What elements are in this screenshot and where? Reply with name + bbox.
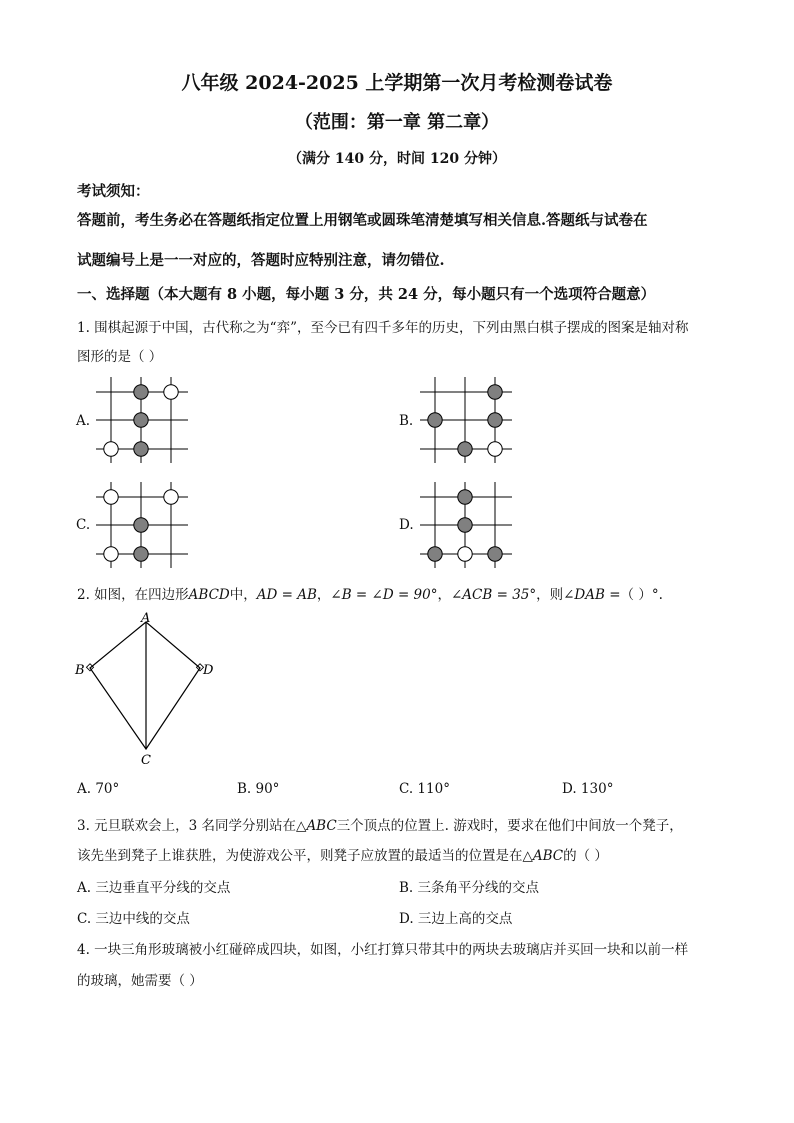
q2-option-b[interactable]: B. 90° — [237, 781, 280, 797]
q2-sep-1: ， — [316, 587, 331, 603]
q2-condition-3: ∠ACB = 35° — [450, 587, 537, 603]
q3-option-d[interactable]: D. 三边上高的交点 — [399, 911, 513, 927]
notice-line-1: 答题前，考生务必在答题纸指定位置上用钢笔或圆珠笔清楚填写相关信息.答题纸与试卷在 — [77, 212, 648, 229]
q2-option-a[interactable]: A. 70° — [77, 781, 120, 797]
q4-text-line-2: 的玻璃，她需要（ ） — [77, 973, 203, 989]
q2-target: ∠DAB = — [563, 587, 621, 603]
black-stone — [458, 490, 472, 504]
score-time: （满分 140 分，时间 120 分钟） — [288, 151, 506, 167]
q3-option-c[interactable]: C. 三边中线的交点 — [77, 911, 190, 927]
white-stone — [104, 547, 118, 561]
notice-line-2: 试题编号上是一一对应的，答题时应特别注意，请勿错位. — [77, 252, 445, 269]
q2-option-c[interactable]: C. 110° — [399, 781, 450, 797]
black-stone — [134, 547, 148, 561]
q1-option-d-label[interactable]: D. — [399, 517, 414, 533]
black-stone — [488, 413, 502, 427]
q3-line1-a: 3. 元旦联欢会上，3 名同学分别站在△ — [77, 818, 307, 834]
black-stone — [428, 547, 442, 561]
q2-kite-figure — [70, 610, 230, 770]
q1-option-a-label[interactable]: A. — [76, 413, 91, 429]
black-stone — [134, 385, 148, 399]
black-stone — [458, 442, 472, 456]
go-board-option-b — [420, 377, 512, 463]
black-stone — [488, 385, 502, 399]
q2-option-d[interactable]: D. 130° — [562, 781, 614, 797]
vertex-label-d: D — [203, 663, 214, 678]
q2-condition-2: ∠B = ∠D = 90° — [330, 587, 438, 603]
kite-outline — [90, 622, 200, 749]
white-stone — [104, 490, 118, 504]
q3-line1-b: ABC — [306, 818, 337, 834]
q3-option-b[interactable]: B. 三条角平分线的交点 — [399, 880, 540, 896]
q4-text-line-1: 4. 一块三角形玻璃被小红碰碎成四块，如图，小红打算只带其中的两块去玻璃店并买回一块和以前一样 — [77, 942, 689, 958]
white-stone — [458, 547, 472, 561]
q3-line1-c: 三个顶点的位置上. 游戏时，要求在他们中间放一个凳子， — [336, 818, 683, 834]
q3-option-a[interactable]: A. 三边垂直平分线的交点 — [77, 880, 231, 896]
white-stone — [164, 490, 178, 504]
notice-heading: 考试须知： — [77, 183, 150, 200]
black-stone — [134, 413, 148, 427]
go-board-option-c — [96, 482, 188, 568]
q2-sep-3: ，则 — [536, 587, 564, 603]
white-stone — [164, 385, 178, 399]
q3-text-line-2 — [77, 844, 608, 864]
q2-condition-1: AD = AB — [256, 587, 317, 603]
go-board-option-a — [96, 377, 188, 463]
black-stone — [428, 413, 442, 427]
black-stone — [134, 518, 148, 532]
white-stone — [488, 442, 502, 456]
q2-mid: 中， — [229, 587, 257, 603]
q2-prefix: 2. 如图，在四边形 — [77, 587, 189, 603]
q2-text — [77, 583, 663, 603]
q1-text-line-2: 图形的是（ ） — [77, 349, 163, 365]
vertex-label-c: C — [141, 753, 151, 768]
q2-sep-2: ， — [437, 587, 451, 603]
black-stone — [134, 442, 148, 456]
page-title: 八年级 2024-2025 上学期第一次月考检测卷试卷 — [181, 72, 613, 94]
q1-option-c-label[interactable]: C. — [76, 517, 91, 533]
q3-line2-b: ABC — [532, 848, 564, 864]
white-stone — [104, 442, 118, 456]
q3-line2-c: 的（ ） — [563, 848, 608, 864]
q2-tail: （ ）°. — [620, 587, 663, 603]
q3-text-line-1 — [77, 814, 683, 834]
vertex-label-a: A — [141, 611, 151, 626]
section-heading: 一、选择题（本大题有 8 小题，每小题 3 分，共 24 分，每小题只有一个选项符合题意） — [77, 286, 656, 303]
exam-scope: （范围：第一章 第二章） — [294, 112, 500, 133]
q3-line2-a: 该先坐到凳子上谁获胜，为使游戏公平，则凳子应放置的最适当的位置是在△ — [77, 848, 533, 864]
q1-option-b-label[interactable]: B. — [399, 413, 414, 429]
q2-quad: ABCD — [188, 587, 230, 603]
vertex-label-b: B — [75, 663, 85, 678]
black-stone — [458, 518, 472, 532]
go-board-option-d — [420, 482, 512, 568]
black-stone — [488, 547, 502, 561]
q1-text-line-1: 1. 围棋起源于中国，古代称之为“弈”，至今已有四千多年的历史，下列由黑白棋子摆成的图案是轴对称 — [77, 320, 689, 336]
